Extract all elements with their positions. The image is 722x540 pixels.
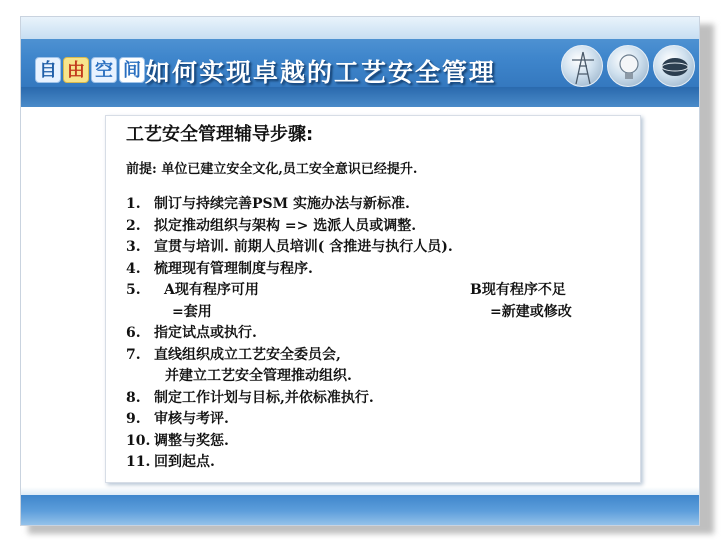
step-text: 梳理现有管理制度与程序.: [154, 260, 313, 277]
step-number: 10.: [126, 432, 151, 449]
globe-icon: [653, 45, 695, 87]
step-text: 制订与持续完善PSM 实施办法与新标准.: [154, 196, 410, 212]
power-tower-icon: [561, 45, 603, 87]
footer-band: [21, 495, 700, 526]
list-item: [126, 452, 626, 474]
brand-char: 空: [91, 57, 117, 83]
step-text: 直线组织成立工艺安全委员会,: [154, 346, 341, 363]
list-item-continued: [126, 366, 626, 388]
list-item: [126, 194, 626, 216]
premise-text: 前提: 单位已建立安全文化,员工安全意识已经提升.: [126, 162, 418, 177]
step-text: 回到起点.: [154, 454, 215, 470]
section-heading: 工艺安全管理辅导步骤:: [126, 124, 314, 145]
list-item: [126, 431, 626, 453]
list-item: [126, 323, 626, 345]
list-item-continued: [126, 302, 626, 324]
brand-logo: [35, 57, 145, 85]
step-number: 2.: [126, 217, 141, 234]
step-number: 9.: [126, 411, 141, 427]
brand-char: 自: [35, 57, 61, 83]
header-highlight: [21, 17, 700, 39]
step-number: 1.: [126, 196, 141, 212]
slide-title: 如何实现卓越的工艺安全管理: [145, 58, 497, 87]
steps-list: [126, 194, 626, 474]
list-item: [126, 280, 626, 302]
list-item: [126, 345, 626, 367]
brand-char: 间: [119, 57, 145, 83]
step-text: 审核与考评.: [154, 411, 229, 427]
list-item: [126, 409, 626, 431]
option-a-text: A现有程序可用: [164, 282, 259, 298]
list-item: [126, 388, 626, 410]
step-text: 拟定推动组织与架构 => 选派人员或调整.: [154, 217, 417, 234]
step-number: 8.: [126, 389, 141, 406]
step-text: 宣贯与培训. 前期人员培训( 含推进与执行人员).: [154, 239, 453, 255]
brand-char: 由: [63, 57, 89, 83]
option-a-action: =套用: [172, 303, 212, 320]
step-number: 6.: [126, 325, 141, 341]
list-item: [126, 216, 626, 238]
lightbulb-icon: [607, 45, 649, 87]
header-lower-band: [21, 87, 700, 107]
list-item: [126, 259, 626, 281]
content-panel: [105, 115, 641, 483]
step-number: 3.: [126, 239, 141, 255]
list-item: [126, 237, 626, 259]
slide: [20, 16, 700, 526]
option-b-action: =新建或修改: [490, 303, 572, 320]
step-number: 7.: [126, 346, 141, 363]
step-text: 调整与奖惩.: [154, 432, 229, 449]
step-text: 制定工作计划与目标,并依标准执行.: [154, 389, 374, 406]
step-text: 并建立工艺安全管理推动组织.: [165, 368, 352, 384]
step-number: 11.: [126, 454, 151, 470]
step-number: 4.: [126, 260, 141, 277]
option-b-text: B现有程序不足: [470, 282, 566, 298]
step-number: 5.: [126, 282, 141, 298]
step-text: 指定试点或执行.: [154, 325, 257, 341]
